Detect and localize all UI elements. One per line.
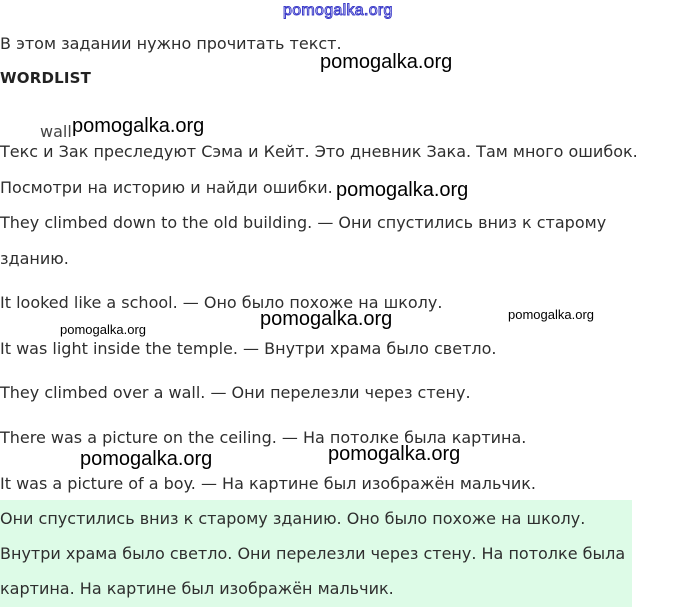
- sentence-5: There was a picture on the ceiling. — На потолке была картина.: [0, 428, 527, 447]
- watermark: pomogalka.org: [60, 322, 146, 337]
- watermark: pomogalka.org: [328, 443, 461, 465]
- watermark-top: pomogalka.org: [283, 2, 393, 19]
- task-line-1: Текс и Зак преследуют Сэма и Кейт. Это дневник Зака. Там много ошибок.: [0, 142, 638, 161]
- answer-line-1: Они спустились вниз к старому зданию. Оно было похоже на школу.: [0, 509, 586, 528]
- wordlist-heading: WORDLIST: [0, 69, 92, 87]
- sentence-3: It was light inside the temple. — Внутри храма было светло.: [0, 339, 497, 358]
- sentence-4: They climbed over a wall. — Они перелезли через стену.: [0, 383, 471, 402]
- answer-line-3: картина. На картине был изображён мальчик.: [0, 579, 394, 598]
- task-line-2: Посмотри на историю и найди ошибки.: [0, 178, 333, 197]
- partial-word: wall: [40, 122, 72, 141]
- sentence-1: They climbed down to the old building. — Они спустились вниз к старому: [0, 213, 607, 232]
- watermark: pomogalka.org: [320, 51, 453, 73]
- sentence-1-cont: зданию.: [0, 249, 69, 268]
- watermark: pomogalka.org: [260, 308, 393, 330]
- watermark: pomogalka.org: [508, 307, 594, 322]
- watermark: pomogalka.org: [80, 448, 213, 470]
- watermark: pomogalka.org: [72, 115, 205, 137]
- sentence-6: It was a picture of a boy. — На картине был изображён мальчик.: [0, 474, 536, 493]
- watermark: pomogalka.org: [336, 179, 469, 201]
- sentence-2: It looked like a school. — Оно было похоже на школу.: [0, 293, 443, 312]
- intro-text: В этом задании нужно прочитать текст.: [0, 34, 342, 53]
- answer-line-2: Внутри храма было светло. Они перелезли через стену. На потолке была: [0, 544, 626, 563]
